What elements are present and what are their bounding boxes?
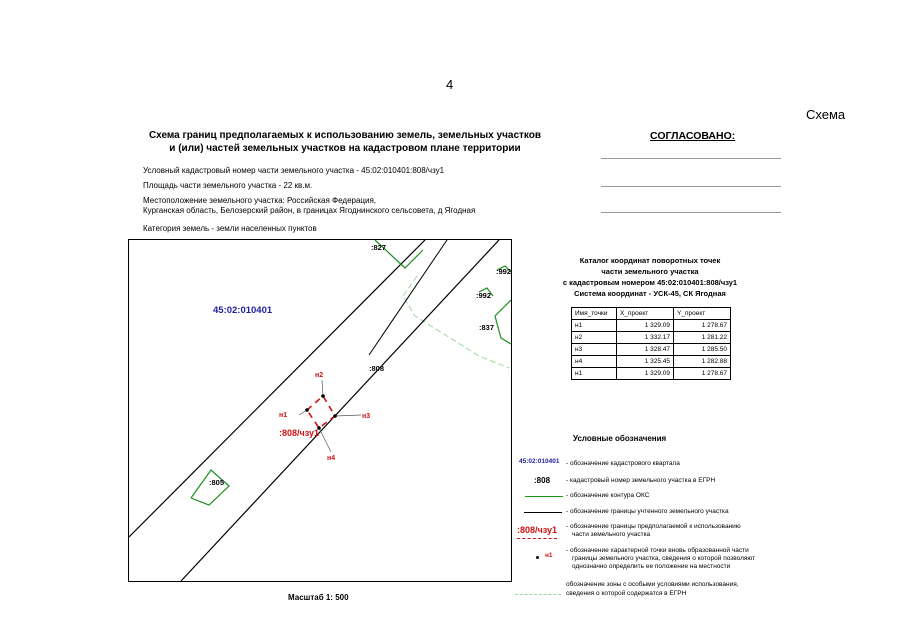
- table-row: [572, 344, 731, 356]
- legend-boundary-text: - обозначение границы учтенного земельного участка: [566, 508, 729, 515]
- map-drawing: [129, 240, 511, 581]
- boundary-line-808-east: [181, 240, 499, 581]
- legend-part-text-2: части земельного участка: [572, 531, 651, 538]
- table-cell: 1 285.50: [674, 344, 731, 356]
- catalog-title: [540, 255, 760, 299]
- table-cell: 1 325.45: [617, 356, 674, 368]
- table-cell: 1 329.09: [617, 368, 674, 380]
- cadastral-map: [128, 239, 512, 582]
- parcel-992-label-b: :992: [476, 291, 492, 300]
- coordinates-table: [571, 307, 731, 380]
- column-header: Имя_точки: [572, 308, 617, 320]
- legend-part-line: [517, 538, 557, 539]
- legend-oks-line: [525, 496, 563, 497]
- legend-part-symbol: :808/чзу1: [517, 525, 557, 535]
- column-header: Y_проект: [674, 308, 731, 320]
- table-row: [572, 320, 731, 332]
- title-line-1: Схема границ предполагаемых к использованию земель, земельных участков: [148, 130, 542, 141]
- parcel-805-label: :805: [209, 478, 225, 487]
- table-cell: н1: [572, 320, 617, 332]
- part-boundary-chzu1: [307, 396, 335, 428]
- parcel-992-label-a: :992: [496, 267, 511, 276]
- catalog-title-line-2: части земельного участка: [601, 267, 699, 276]
- table-cell: 1 278.67: [674, 368, 731, 380]
- oks-contour-837: [495, 300, 511, 344]
- column-header: X_проект: [617, 308, 674, 320]
- legend-point-text-3: однозначно определить ее положение на местности: [572, 563, 731, 570]
- table-cell: 1 281.22: [674, 332, 731, 344]
- legend-zone-line: [515, 594, 561, 595]
- signature-line-2: [601, 186, 781, 187]
- title-line-2: и (или) частей земельных участков на кадастровом плане территории: [169, 143, 521, 154]
- map-scale: Масштаб 1: 500: [288, 593, 349, 602]
- legend-point-text-2: границы земельного участка, сведения о которой позволяют: [572, 555, 756, 562]
- signature-line-1: [601, 158, 781, 159]
- quarter-label: 45:02:010401: [213, 305, 273, 316]
- catalog-title-line-3: с кадастровым номером 45:02:010401:808/чзу1: [562, 278, 738, 287]
- legend-parcel-text: - кадастровый номер земельного участка в ЕГРН: [566, 477, 716, 484]
- table-cell: 1 282.88: [674, 356, 731, 368]
- legend-parcel-symbol: :808: [534, 476, 551, 485]
- point-n1-label: н1: [279, 412, 288, 419]
- legend-zone-text-2: сведения о которой содержатся в ЕГРН: [566, 590, 687, 597]
- legend-oks-text: - обозначение контура ОКС: [566, 492, 650, 499]
- location-line-1: Местоположение земельного участка: Российская Федерация,: [143, 196, 377, 205]
- parcel-827-label: :827: [371, 243, 387, 252]
- legend-zone-text-1: обозначение зоны с особыми условиями использования,: [566, 581, 739, 588]
- cadastral-number-text: Условный кадастровый номер части земельного участка - 45:02:010401:808/чзу1: [143, 166, 445, 175]
- legend-title: Условные обозначения: [573, 434, 667, 443]
- catalog-title-line-4: Система координат - УСК-45, СК Ягодная: [574, 289, 726, 298]
- legend-part-text-1: - обозначение границы предполагаемой к использованию: [566, 523, 741, 530]
- legend-boundary-line: [524, 512, 562, 513]
- table-row: [572, 356, 731, 368]
- point-n2-label: н2: [315, 372, 324, 379]
- table-cell: 1 278.67: [674, 320, 731, 332]
- page-number: 4: [446, 77, 454, 92]
- leader-n2: [322, 380, 323, 396]
- part-chzu1-label: :808/чзу1: [279, 428, 319, 438]
- point-n1-marker: [305, 408, 309, 412]
- table-cell: н2: [572, 332, 617, 344]
- legend-point-marker: [536, 556, 539, 559]
- category-text: Категория земель - земли населенных пунктов: [143, 224, 317, 233]
- table-row: [572, 332, 731, 344]
- table-cell: н4: [572, 356, 617, 368]
- table-cell: 1 329.09: [617, 320, 674, 332]
- parcel-808-label: :808: [369, 364, 385, 373]
- area-text: Площадь части земельного участка - 22 кв.м.: [143, 181, 313, 190]
- schema-word: Схема: [806, 107, 846, 122]
- oks-contour-805: [191, 470, 229, 505]
- point-n3-marker: [333, 414, 337, 418]
- parcel-837-label: :837: [479, 323, 495, 332]
- legend-point-text-1: - обозначение характерной точки вновь образованной части: [566, 547, 749, 554]
- leader-n4: [319, 428, 331, 452]
- table-header-row: [572, 308, 731, 320]
- table-cell: н3: [572, 344, 617, 356]
- point-n4-label: н4: [327, 455, 336, 462]
- point-n3-label: н3: [362, 413, 371, 420]
- point-n2-marker: [321, 394, 325, 398]
- legend-quarter-symbol: 45:02:010401: [519, 458, 560, 465]
- document-title: [130, 129, 560, 155]
- table-cell: 1 332.17: [617, 332, 674, 344]
- zone-boundary: [403, 276, 509, 368]
- table-cell: н1: [572, 368, 617, 380]
- agreed-heading: СОГЛАСОВАНО:: [650, 130, 736, 142]
- legend-quarter-text: - обозначение кадастрового квартала: [566, 460, 680, 467]
- catalog-title-line-1: Каталог координат поворотных точек: [579, 256, 721, 265]
- table-cell: 1 328.47: [617, 344, 674, 356]
- location-line-2: Курганская область, Белозерский район, в границах Ягоднинского сельсовета, д Ягодная: [143, 206, 476, 215]
- legend-point-symbol: н1: [545, 552, 553, 559]
- boundary-line-808-west: [129, 240, 425, 537]
- table-row: [572, 368, 731, 380]
- leader-n3: [335, 415, 361, 416]
- signature-line-3: [601, 212, 781, 213]
